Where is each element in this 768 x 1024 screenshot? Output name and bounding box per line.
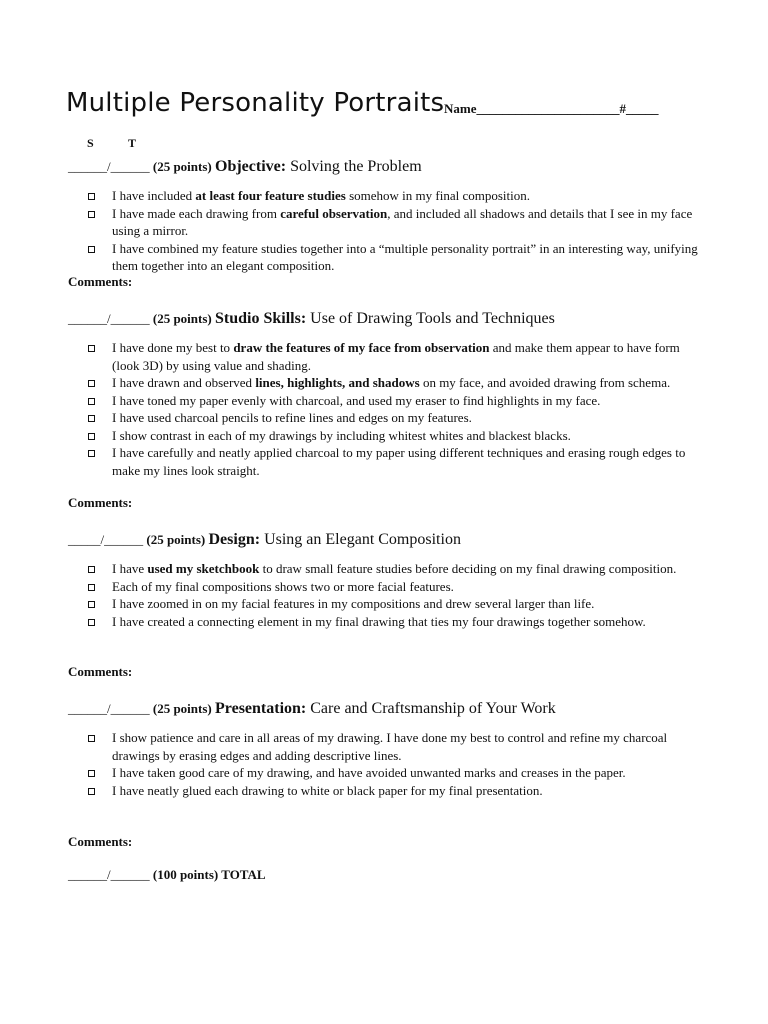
- section-title: Presentation:: [215, 700, 307, 717]
- score-blank[interactable]: _____/______: [68, 532, 144, 547]
- section-presentation-heading: [68, 700, 556, 718]
- checkbox-icon[interactable]: [86, 768, 96, 778]
- checkbox-icon[interactable]: [86, 786, 96, 796]
- section-design-heading: [68, 531, 461, 549]
- list-item[interactable]: I have created a connecting element in my final drawing that ties my four drawings together somehow.: [86, 613, 702, 631]
- total-line: [68, 867, 266, 883]
- teacher-column-label: T: [128, 136, 137, 150]
- score-blank[interactable]: ______/______: [68, 159, 150, 174]
- design-checklist: [86, 560, 702, 630]
- list-item[interactable]: I have included at least four feature studies somehow in my final composition.: [86, 187, 702, 205]
- points-label: (25 points): [152, 311, 212, 326]
- comments-label: Comments:: [68, 495, 133, 510]
- checkbox-icon[interactable]: [86, 413, 96, 423]
- points-label: (25 points): [152, 159, 212, 174]
- list-item[interactable]: Each of my final compositions shows two or more facial features.: [86, 578, 702, 596]
- list-item[interactable]: I have done my best to draw the features of my face from observation and make them appear to have form (look 3D) by using value and shading.: [86, 339, 702, 374]
- score-blank[interactable]: ______/______: [68, 311, 150, 326]
- student-column-label: S: [87, 136, 94, 150]
- section-studio-skills-heading: [68, 310, 555, 328]
- page-title: Multiple Personality Portraits: [66, 88, 445, 118]
- list-item[interactable]: I have used charcoal pencils to refine lines and edges on my features.: [86, 409, 702, 427]
- name-field-line[interactable]: Name______________________#_____: [444, 101, 659, 116]
- section-objective-heading: [68, 158, 422, 176]
- checkbox-icon[interactable]: [86, 191, 96, 201]
- score-blank[interactable]: ______/______: [68, 701, 150, 716]
- checkbox-icon[interactable]: [86, 343, 96, 353]
- checkbox-icon[interactable]: [86, 599, 96, 609]
- list-item[interactable]: I have carefully and neatly applied charcoal to my paper using different techniques and erasing rough edges to make my lines look straight.: [86, 444, 702, 479]
- comments-label: Comments:: [68, 834, 133, 849]
- list-item[interactable]: I have made each drawing from careful observation, and included all shadows and details that I see in my face using a mirror.: [86, 205, 702, 240]
- list-item[interactable]: I have drawn and observed lines, highlights, and shadows on my face, and avoided drawing from schema.: [86, 374, 702, 392]
- section-title: Objective:: [215, 158, 287, 175]
- points-label: (25 points): [152, 701, 212, 716]
- checkbox-icon[interactable]: [86, 564, 96, 574]
- checkbox-icon[interactable]: [86, 244, 96, 254]
- list-item[interactable]: I have taken good care of my drawing, and have avoided unwanted marks and creases in the paper.: [86, 764, 702, 782]
- list-item[interactable]: I show contrast in each of my drawings by including whitest whites and blackest blacks.: [86, 427, 702, 445]
- comments-label: Comments:: [68, 274, 133, 289]
- checkbox-icon[interactable]: [86, 431, 96, 441]
- list-item[interactable]: I have combined my feature studies together into a “multiple personality portrait” in an interesting way, unifying them together into an elegant composition.: [86, 240, 702, 275]
- checkbox-icon[interactable]: [86, 378, 96, 388]
- checkbox-icon[interactable]: [86, 617, 96, 627]
- section-subtitle: Use of Drawing Tools and Techniques: [306, 310, 555, 327]
- comments-label: Comments:: [68, 664, 133, 679]
- section-subtitle: Solving the Problem: [286, 158, 422, 175]
- list-item[interactable]: I have used my sketchbook to draw small feature studies before deciding on my final drawing composition.: [86, 560, 702, 578]
- section-title: Studio Skills:: [215, 310, 307, 327]
- section-subtitle: Using an Elegant Composition: [260, 531, 461, 548]
- checkbox-icon[interactable]: [86, 582, 96, 592]
- total-score-blank[interactable]: ______/______: [68, 867, 150, 882]
- checkbox-icon[interactable]: [86, 733, 96, 743]
- list-item[interactable]: I have zoomed in on my facial features in my compositions and drew several larger than life.: [86, 595, 702, 613]
- studio-skills-checklist: [86, 339, 702, 479]
- list-item[interactable]: I show patience and care in all areas of my drawing. I have done my best to control and refine my charcoal drawings by erasing edges and adding descriptive lines.: [86, 729, 702, 764]
- total-label: (100 points) TOTAL: [152, 867, 266, 882]
- checkbox-icon[interactable]: [86, 396, 96, 406]
- presentation-checklist: [86, 729, 702, 799]
- section-title: Design:: [208, 531, 261, 548]
- points-label: (25 points): [146, 532, 206, 547]
- list-item[interactable]: I have neatly glued each drawing to white or black paper for my final presentation.: [86, 782, 702, 800]
- checkbox-icon[interactable]: [86, 209, 96, 219]
- objective-checklist: [86, 187, 702, 275]
- checkbox-icon[interactable]: [86, 448, 96, 458]
- list-item[interactable]: I have toned my paper evenly with charcoal, and used my eraser to find highlights in my face.: [86, 392, 702, 410]
- section-subtitle: Care and Craftsmanship of Your Work: [306, 700, 556, 717]
